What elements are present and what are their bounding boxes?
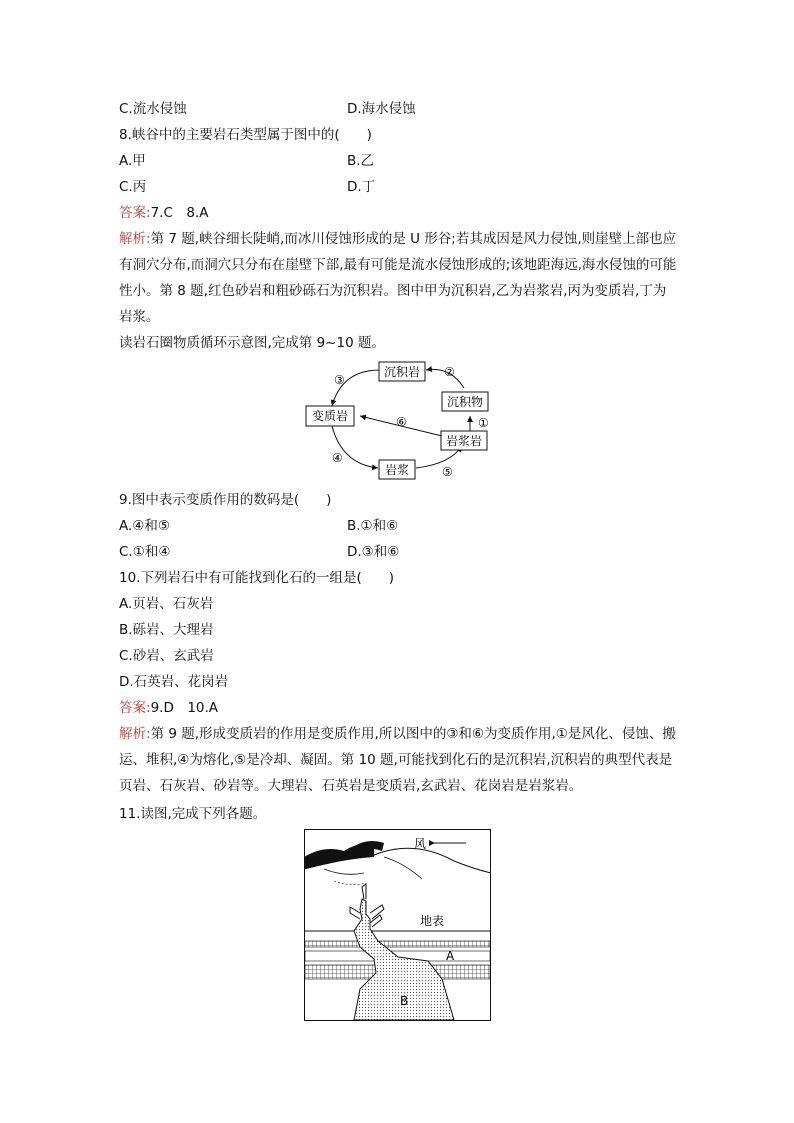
label-n5: ⑤	[442, 465, 453, 479]
svg-text:变质岩: 变质岩	[311, 409, 349, 423]
analysis-text: 第 7 题,峡谷细长陡峭,而冰川侵蚀形成的是 U 形谷;若其成因是风力侵蚀,则崖壁上部也应有洞穴分布,而洞穴只分布在崖壁下部,最有可能是流水侵蚀形成的;该地距海远,海水侵蚀的可能性小。第 8 题,红色砂岩和粗砂砾石为沉积岩。图中甲为沉积岩,乙为岩浆岩,丙为变质岩,丁为岩浆。	[119, 231, 677, 325]
box-metamorphic-rock	[306, 406, 354, 426]
q9-option-a: A.④和⑤	[119, 518, 170, 534]
q8-option-a: A.甲	[119, 153, 146, 169]
q9-stem: 9.图中表示变质作用的数码是( )	[119, 492, 332, 508]
q10-option-b: B.砾岩、大理岩	[119, 622, 214, 638]
analysis-text: 第 9 题,形成变质岩的作用是变质作用,所以图中的③和⑥为变质作用,①是风化、侵蚀、搬运、堆积,④为熔化,⑤是冷却、凝固。第 10 题,可能找到化石的是沉积岩,沉积岩的典型代表是页岩、石灰岩、砂岩等。大理岩、石英岩是变质岩,玄武岩、花岗岩是岩浆岩。	[119, 726, 676, 794]
q7-option-c: C.流水侵蚀	[119, 101, 187, 117]
q10-option-d: D.石英岩、花岗岩	[119, 674, 229, 690]
label-n4: ④	[332, 451, 343, 465]
rock-cycle-diagram	[300, 358, 500, 483]
box-magma	[379, 460, 415, 479]
q8-option-b: B.乙	[347, 153, 375, 169]
svg-text:沉积物: 沉积物	[446, 395, 484, 409]
box-igneous-rock	[441, 431, 487, 450]
q10-option-a: A.页岩、石灰岩	[119, 596, 214, 612]
label-n6: ⑥	[396, 415, 407, 429]
q8-option-c: C.丙	[119, 179, 147, 195]
svg-text:沉积岩: 沉积岩	[383, 365, 421, 379]
layer-b-label: B	[400, 994, 409, 1008]
q9-option-row-2	[119, 543, 400, 561]
q9-option-c: C.①和④	[119, 544, 171, 560]
answer-7-8	[119, 204, 209, 222]
answer-9-10	[119, 699, 218, 717]
analysis-label: 解析:	[119, 231, 151, 247]
q10-stem: 10.下列岩石中有可能找到化石的一组是( )	[119, 570, 395, 586]
answer-text: 7.C 8.A	[150, 205, 209, 221]
q8-option-row-2	[119, 178, 376, 196]
q11-stem: 11.读图,完成下列各题。	[119, 806, 267, 822]
layer-thin-top	[305, 941, 490, 947]
q9-option-d: D.③和⑥	[347, 544, 400, 560]
q10-option-c: C.砂岩、玄武岩	[119, 648, 214, 664]
wind-label: 风	[414, 837, 427, 851]
svg-text:岩浆岩: 岩浆岩	[445, 434, 483, 448]
q9-option-row-1	[119, 517, 399, 535]
answer-text: 9.D 10.A	[150, 700, 219, 716]
answer-label: 答案:	[119, 700, 151, 716]
label-n1: ①	[478, 416, 489, 430]
q9-option-b: B.①和⑥	[347, 518, 399, 534]
q7-option-d: D.海水侵蚀	[347, 101, 416, 117]
surface-label: 地表	[420, 914, 445, 928]
analysis-7-8	[119, 226, 679, 330]
q7-option-row	[119, 100, 416, 118]
box-sediment	[442, 392, 488, 411]
q8-option-row-1	[119, 152, 375, 170]
intro-9-10: 读岩石圈物质循环示意图,完成第 9~10 题。	[119, 335, 385, 351]
label-n2: ②	[444, 365, 455, 379]
analysis-label: 解析:	[119, 726, 151, 742]
landscape-figure	[304, 829, 491, 1021]
label-n3: ③	[334, 373, 345, 387]
analysis-9-10	[119, 721, 679, 799]
answer-label: 答案:	[119, 205, 151, 221]
box-sedimentary-rock	[379, 362, 425, 381]
svg-text:岩浆: 岩浆	[384, 463, 410, 477]
q8-stem: 8.峡谷中的主要岩石类型属于图中的( )	[119, 127, 372, 143]
layer-a-label: A	[446, 949, 455, 963]
q8-option-d: D.丁	[347, 179, 376, 195]
